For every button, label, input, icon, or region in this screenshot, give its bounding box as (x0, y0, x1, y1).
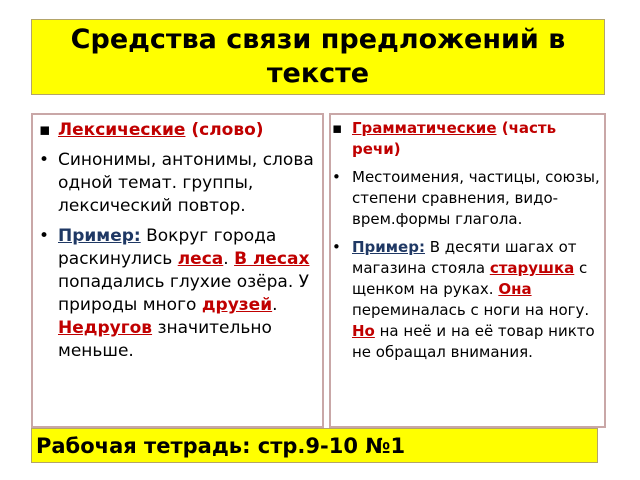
grammatical-highlight: Она (498, 280, 532, 298)
grammatical-list (331, 115, 604, 363)
workbook-reference: Рабочая тетрадь: стр.9-10 №1 (36, 433, 406, 458)
lexical-example-item (39, 225, 316, 363)
lexical-heading-term: Лексические (58, 120, 186, 140)
grammatical-example-text: В десяти шагах от магазина стояла (352, 238, 577, 277)
grammatical-heading-rest: (часть речи) (352, 119, 557, 158)
bullet-icon: • (332, 168, 341, 186)
grammatical-example-text: с щенком на руках. (352, 259, 588, 298)
lexical-example-text: Вокруг города раскинулись (58, 226, 277, 269)
lexical-highlight: В лесах (234, 249, 310, 269)
lexical-highlight: Недругов (58, 318, 153, 338)
lexical-heading-item (39, 119, 316, 142)
lexical-example-text: . (223, 249, 235, 269)
grammatical-example-text: на неё и на её товар никто не обращал внимания. (352, 322, 595, 361)
lexical-description-item (39, 149, 316, 218)
lexical-list (33, 115, 322, 363)
workbook-banner (31, 428, 598, 463)
lexical-highlight: леса (177, 249, 224, 269)
lexical-description: Синонимы, антонимы, слова одной темат. группы, лексический повтор. (58, 150, 314, 216)
lexical-example-label: Пример: (58, 226, 141, 246)
lexical-example-text: . (272, 295, 278, 315)
grammatical-example-text: переминалась с ноги на ногу. (352, 301, 590, 319)
grammatical-highlight: Но (352, 322, 375, 340)
lexical-heading-rest: (слово) (185, 120, 264, 140)
bullet-icon: • (332, 238, 341, 256)
bullet-icon: ▪ (332, 119, 343, 137)
lexical-example-text: значительно меньше. (58, 318, 272, 361)
grammatical-highlight: старушка (489, 259, 575, 277)
grammatical-description: Местоимения, частицы, союзы, степени сравнения, видо-врем.формы глагола. (352, 168, 600, 228)
page-title: Средства связи предложений в тексте (70, 24, 566, 89)
title-banner (31, 19, 605, 95)
lexical-panel (31, 113, 324, 428)
lexical-example-text: попадались глухие озёра. У природы много (58, 272, 310, 315)
bullet-icon: • (39, 150, 50, 170)
grammatical-panel (329, 113, 606, 428)
grammatical-heading-item (332, 118, 600, 160)
lexical-highlight: друзей (201, 295, 273, 315)
bullet-icon: • (39, 226, 50, 246)
grammatical-example-label: Пример: (352, 238, 425, 256)
grammatical-heading-term: Грамматические (352, 119, 497, 137)
grammatical-example-item (332, 237, 600, 363)
grammatical-description-item (332, 167, 600, 230)
bullet-icon: ▪ (39, 120, 51, 140)
